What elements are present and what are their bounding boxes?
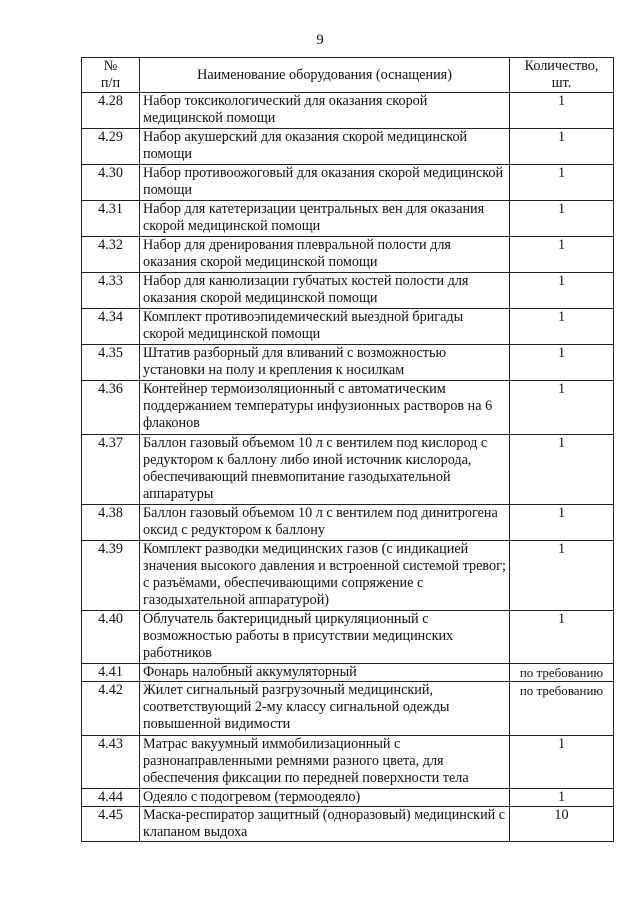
table-row (82, 505, 614, 541)
row-equipment-name: Одеяло с подогревом (термоодеяло) (140, 789, 510, 807)
row-number: 4.44 (82, 789, 140, 807)
row-quantity: 1 (510, 789, 614, 807)
row-number: 4.41 (82, 664, 140, 682)
table-row (82, 345, 614, 381)
table-row (82, 664, 614, 682)
table-row (82, 611, 614, 664)
row-equipment-name: Набор для дренирования плевральной полости для оказания скорой медицинской помощи (140, 237, 510, 273)
row-number: 4.37 (82, 435, 140, 505)
row-equipment-name: Набор противоожоговый для оказания скорой медицинской помощи (140, 165, 510, 201)
row-equipment-name: Контейнер термоизоляционный с автоматическим поддержанием температуры инфузионных растворов на 6 флаконов (140, 381, 510, 435)
table-row (82, 541, 614, 611)
row-number: 4.31 (82, 201, 140, 237)
row-quantity: 1 (510, 505, 614, 541)
row-quantity: 1 (510, 129, 614, 165)
row-equipment-name: Комплект противоэпидемический выездной бригады скорой медицинской помощи (140, 309, 510, 345)
row-number: 4.38 (82, 505, 140, 541)
table-row (82, 309, 614, 345)
row-quantity: по требованию (510, 682, 614, 736)
row-quantity: 1 (510, 736, 614, 789)
table-row (82, 165, 614, 201)
table-row (82, 201, 614, 237)
row-quantity: 1 (510, 611, 614, 664)
row-quantity: 1 (510, 345, 614, 381)
header-quantity (510, 58, 614, 93)
row-equipment-name: Баллон газовый объемом 10 л с вентилем под динитрогена оксид с редуктором к баллону (140, 505, 510, 541)
table-row (82, 807, 614, 842)
row-number: 4.39 (82, 541, 140, 611)
table-row (82, 381, 614, 435)
row-equipment-name: Фонарь налобный аккумуляторный (140, 664, 510, 682)
row-number: 4.28 (82, 93, 140, 129)
row-number: 4.30 (82, 165, 140, 201)
row-number: 4.36 (82, 381, 140, 435)
header-number-line1: № (103, 58, 118, 74)
header-quantity-line2: шт. (551, 75, 572, 91)
page-number: 9 (316, 32, 324, 48)
row-quantity: 1 (510, 237, 614, 273)
row-number: 4.33 (82, 273, 140, 309)
row-equipment-name: Штатив разборный для вливаний с возможностью установки на полу и крепления к носилкам (140, 345, 510, 381)
row-quantity: 1 (510, 93, 614, 129)
row-equipment-name: Набор акушерский для оказания скорой медицинской помощи (140, 129, 510, 165)
row-number: 4.29 (82, 129, 140, 165)
row-equipment-name: Набор для катетеризации центральных вен для оказания скорой медицинской помощи (140, 201, 510, 237)
row-quantity: 1 (510, 201, 614, 237)
header-number-line2: п/п (100, 75, 121, 91)
row-quantity: 1 (510, 541, 614, 611)
row-quantity: 10 (510, 807, 614, 842)
row-number: 4.35 (82, 345, 140, 381)
row-quantity: 1 (510, 165, 614, 201)
row-quantity: 1 (510, 435, 614, 505)
row-quantity: по требованию (510, 664, 614, 682)
row-quantity: 1 (510, 381, 614, 435)
row-quantity: 1 (510, 273, 614, 309)
header-quantity-line1: Количество, (524, 58, 599, 74)
table-row (82, 682, 614, 736)
table-row (82, 273, 614, 309)
row-equipment-name: Баллон газовый объемом 10 л с вентилем под кислород с редуктором к баллону либо иной источник кислорода, обеспечивающий пневмопитание газодыхательной аппаратуры (140, 435, 510, 505)
row-number: 4.32 (82, 237, 140, 273)
table-row (82, 129, 614, 165)
row-equipment-name: Матрас вакуумный иммобилизационный с разнонаправленными ремнями разного цвета, для обеспечения фиксации по передней поверхности тела (140, 736, 510, 789)
table-row (82, 789, 614, 807)
row-equipment-name: Набор токсикологический для оказания скорой медицинской помощи (140, 93, 510, 129)
header-name: Наименование оборудования (оснащения) (140, 58, 510, 93)
row-equipment-name: Маска-респиратор защитный (одноразовый) медицинский с клапаном выдоха (140, 807, 510, 842)
row-number: 4.34 (82, 309, 140, 345)
row-number: 4.42 (82, 682, 140, 736)
row-equipment-name: Облучатель бактерицидный циркуляционный с возможностью работы в присутствии медицинских работников (140, 611, 510, 664)
row-number: 4.43 (82, 736, 140, 789)
row-equipment-name: Комплект разводки медицинских газов (с индикацией значения высокого давления и встроенной системой тревог; с разъёмами, обеспечивающими сопряжение с газодыхательной аппаратурой) (140, 541, 510, 611)
table-row (82, 435, 614, 505)
table-header-row (82, 58, 614, 93)
table-row (82, 736, 614, 789)
row-number: 4.40 (82, 611, 140, 664)
row-quantity: 1 (510, 309, 614, 345)
row-equipment-name: Набор для канюлизации губчатых костей полости для оказания скорой медицинской помощи (140, 273, 510, 309)
row-number: 4.45 (82, 807, 140, 842)
equipment-table (81, 57, 614, 842)
header-number (82, 58, 140, 93)
table-row (82, 93, 614, 129)
row-equipment-name: Жилет сигнальный разгрузочный медицинский, соответствующий 2-му классу сигнальной одежды повышенной видимости (140, 682, 510, 736)
table-row (82, 237, 614, 273)
